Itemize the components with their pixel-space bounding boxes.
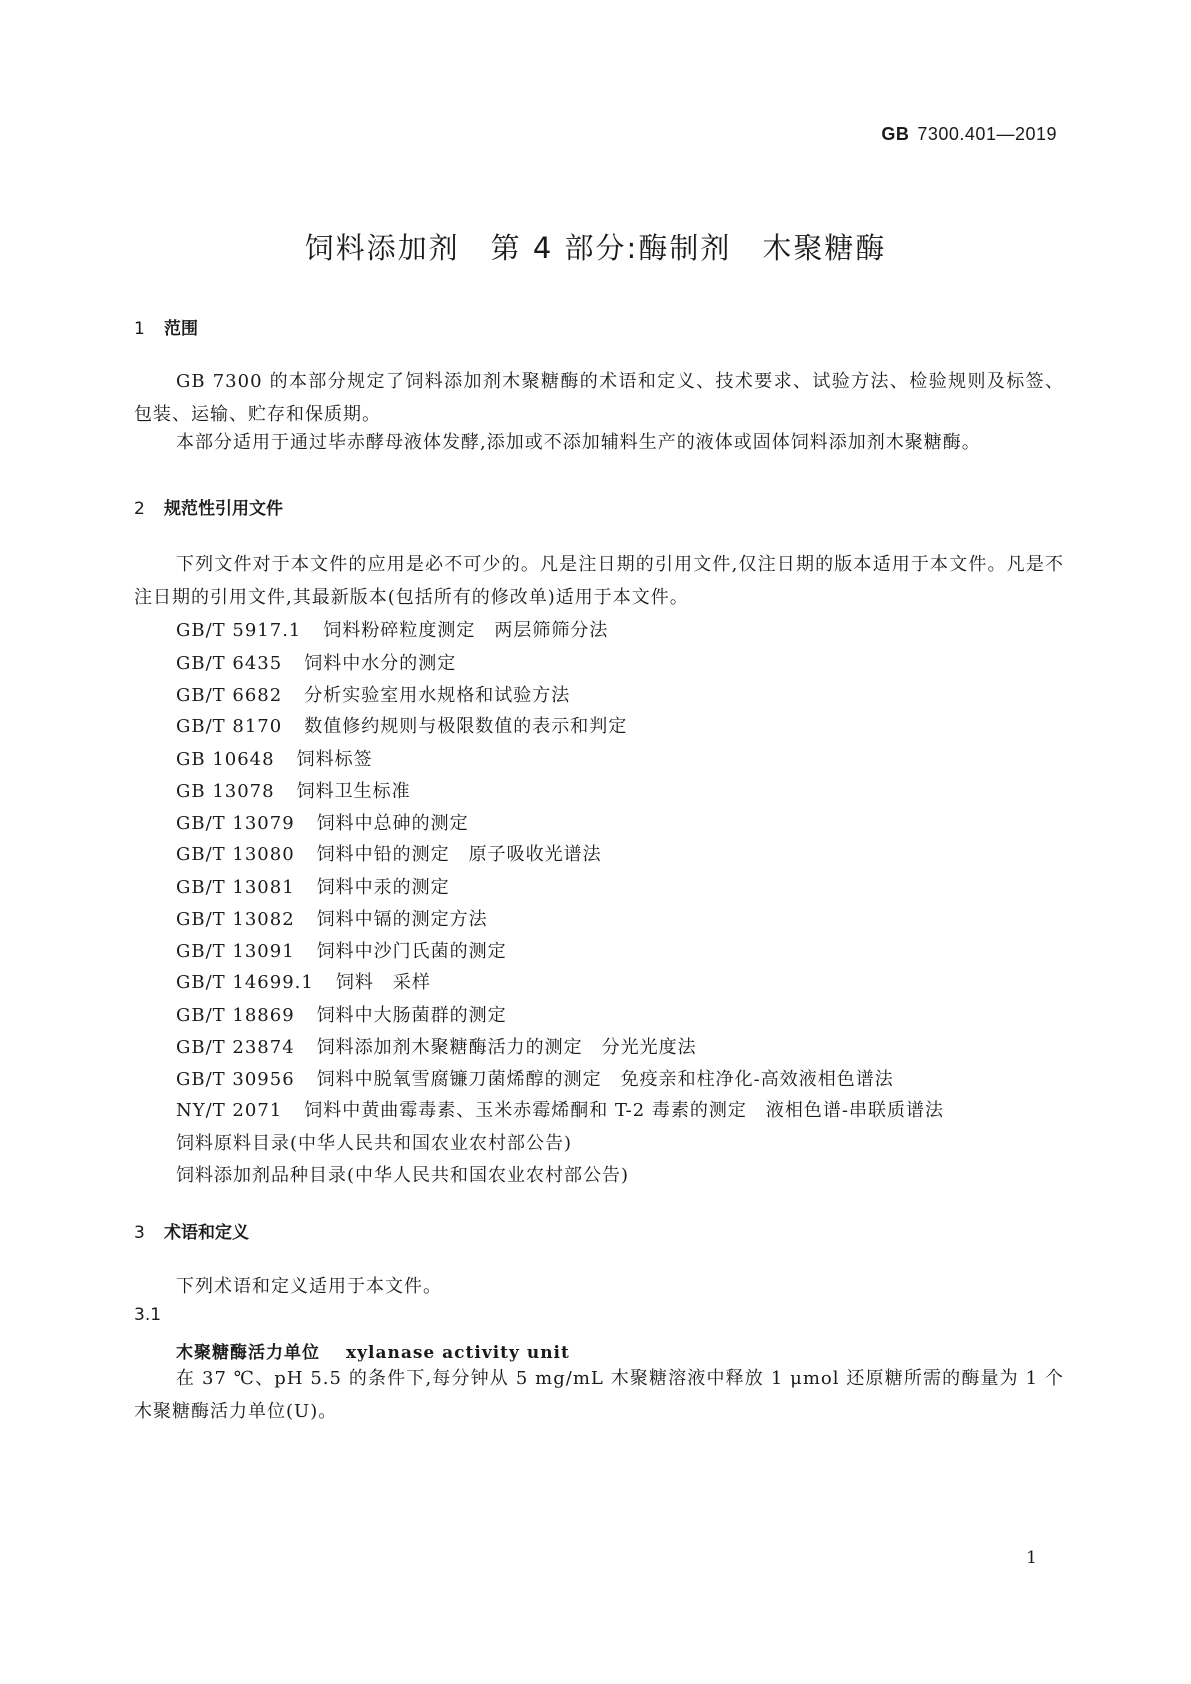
reference-item — [176, 1001, 507, 1027]
reference-title: 饲料中大肠菌群的测定 — [316, 1005, 507, 1026]
scope-paragraph-2: 本部分适用于通过毕赤酵母液体发酵,添加或不添加辅料生产的液体或固体饲料添加剂木聚糖酶。 — [176, 432, 981, 453]
reference-title: 饲料中铅的测定 原子吸收光谱法 — [316, 844, 602, 865]
reference-item — [176, 777, 411, 803]
reference-item — [176, 809, 469, 835]
section-title: 术语和定义 — [164, 1223, 249, 1243]
reference-item — [176, 1065, 894, 1091]
clause-number: 3.1 — [134, 1305, 162, 1325]
reference-item — [176, 905, 488, 931]
reference-title: 饲料 采样 — [335, 972, 431, 993]
section-3-heading — [134, 1218, 249, 1243]
reference-item — [176, 616, 608, 642]
reference-code: GB 13078 — [176, 781, 275, 802]
page-number: 1 — [1026, 1548, 1037, 1568]
standard-code — [881, 124, 1057, 145]
reference-item — [176, 649, 456, 675]
reference-title: 饲料添加剂品种目录(中华人民共和国农业农村部公告) — [176, 1165, 630, 1186]
document-title: 饲料添加剂 第 4 部分:酶制剂 木聚糖酶 — [304, 231, 887, 265]
reference-item — [176, 1033, 697, 1059]
reference-title: 饲料中沙门氏菌的测定 — [316, 941, 507, 962]
term-chinese: 木聚糖酶活力单位 — [176, 1343, 320, 1363]
reference-item — [176, 681, 570, 707]
section-title: 规范性引用文件 — [164, 499, 283, 519]
reference-code: GB/T 6435 — [176, 653, 283, 674]
reference-title: 饲料标签 — [296, 749, 373, 770]
reference-code: GB/T 18869 — [176, 1005, 295, 1026]
reference-code: NY/T 2071 — [176, 1100, 283, 1121]
reference-code: GB/T 23874 — [176, 1037, 295, 1058]
standard-number: 7300.401—2019 — [917, 124, 1057, 144]
reference-title: 饲料中总砷的测定 — [316, 813, 469, 834]
reference-title: 饲料中镉的测定方法 — [316, 909, 488, 930]
reference-code: GB/T 8170 — [176, 716, 283, 737]
reference-title: 饲料中水分的测定 — [304, 653, 457, 674]
reference-item — [176, 1129, 572, 1155]
reference-code: GB/T 13082 — [176, 909, 295, 930]
reference-title: 饲料卫生标准 — [296, 781, 411, 802]
section-number: 1 — [134, 319, 145, 339]
section-title: 范围 — [164, 319, 198, 339]
reference-item — [176, 968, 431, 994]
reference-title: 饲料中黄曲霉毒素、玉米赤霉烯酮和 T-2 毒素的测定 液相色谱-串联质谱法 — [304, 1100, 944, 1121]
standard-prefix: GB — [881, 124, 910, 144]
reference-title: 分析实验室用水规格和试验方法 — [304, 685, 571, 706]
reference-item — [176, 1161, 629, 1187]
terms-intro: 下列术语和定义适用于本文件。 — [176, 1276, 442, 1297]
section-number: 2 — [134, 499, 145, 519]
reference-title: 饲料中脱氧雪腐镰刀菌烯醇的测定 免疫亲和柱净化-高效液相色谱法 — [316, 1069, 894, 1090]
reference-item — [176, 1096, 944, 1122]
references-intro: 下列文件对于本文件的应用是必不可少的。凡是注日期的引用文件,仅注日期的版本适用于本文件。凡是不注日期的引用文件,其最新版本(包括所有的修改单)适用于本文件。 — [134, 554, 1064, 608]
reference-title: 数值修约规则与极限数值的表示和判定 — [304, 716, 628, 737]
reference-item — [176, 840, 602, 866]
section-number: 3 — [134, 1223, 145, 1243]
reference-code: GB/T 13079 — [176, 813, 295, 834]
reference-title: 饲料中汞的测定 — [316, 877, 450, 898]
reference-code: GB/T 13091 — [176, 941, 295, 962]
reference-code: GB 10648 — [176, 749, 275, 770]
reference-code: GB/T 30956 — [176, 1069, 295, 1090]
term-entry — [176, 1338, 570, 1363]
reference-title: 饲料粉碎粒度测定 两层筛筛分法 — [323, 620, 609, 641]
section-2-heading — [134, 494, 283, 519]
reference-item — [176, 873, 450, 899]
reference-code: GB/T 14699.1 — [176, 972, 314, 993]
scope-paragraph-1: GB 7300 的本部分规定了饲料添加剂木聚糖酶的术语和定义、技术要求、试验方法、检验规则及标签、包装、运输、贮存和保质期。 — [134, 371, 1064, 425]
reference-code: GB/T 6682 — [176, 685, 283, 706]
section-1-heading — [134, 314, 198, 339]
term-english: xylanase activity unit — [346, 1343, 570, 1363]
reference-code: GB/T 13081 — [176, 877, 295, 898]
reference-item — [176, 745, 373, 771]
reference-title: 饲料添加剂木聚糖酶活力的测定 分光光度法 — [316, 1037, 697, 1058]
reference-item — [176, 712, 627, 738]
reference-code: GB/T 5917.1 — [176, 620, 302, 641]
reference-item — [176, 937, 507, 963]
reference-title: 饲料原料目录(中华人民共和国农业农村部公告) — [176, 1133, 573, 1154]
reference-code: GB/T 13080 — [176, 844, 295, 865]
term-definition: 在 37 ℃、pH 5.5 的条件下,每分钟从 5 mg/mL 木聚糖溶液中释放 1 μmol 还原糖所需的酶量为 1 个木聚糖酶活力单位(U)。 — [134, 1368, 1064, 1422]
